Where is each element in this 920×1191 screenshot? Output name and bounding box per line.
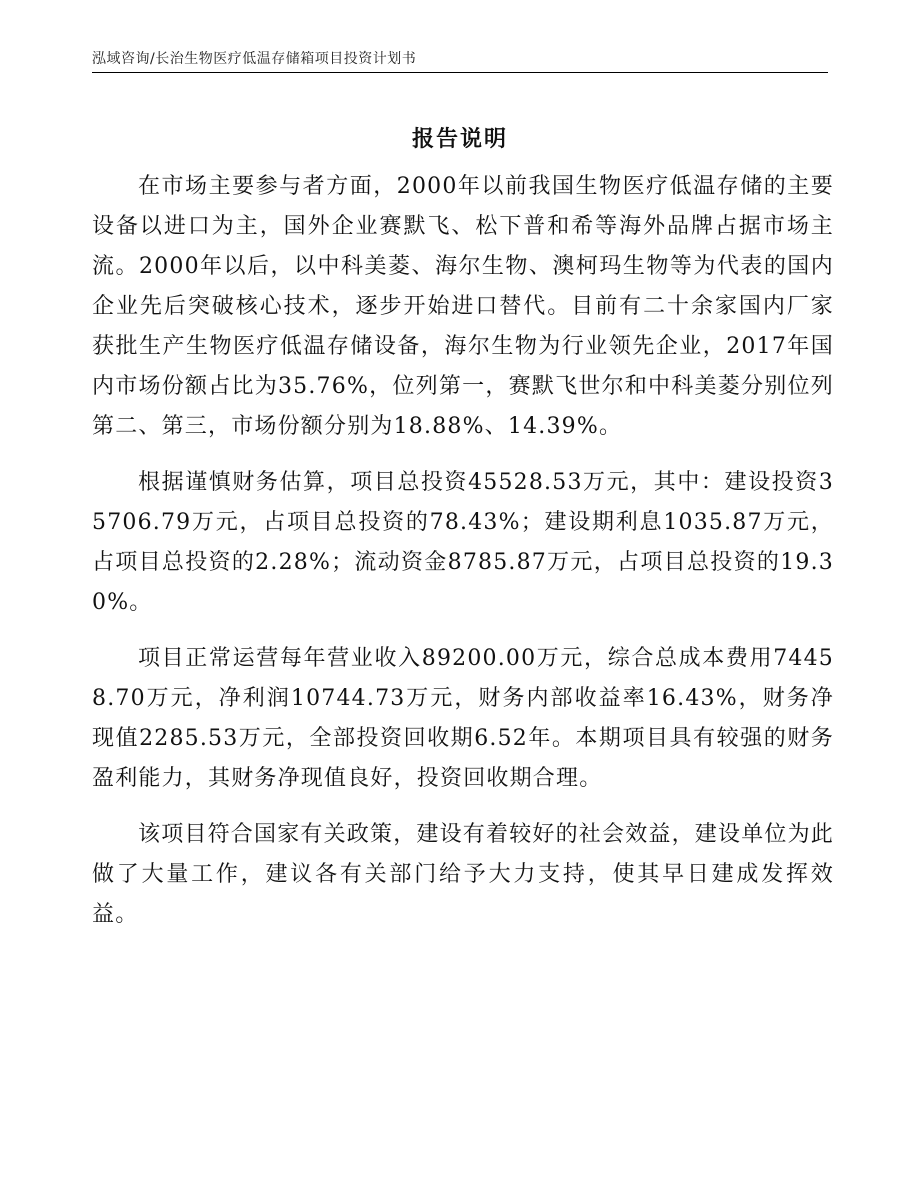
- paragraph-investment-estimate: 根据谨慎财务估算，项目总投资45528.53万元，其中：建设投资35706.79万元，占项目总投资的78.43%；建设期利息1035.87万元，占项目总投资的2.28%；流动资金8785.87万元，占项目总投资的19.30%。: [92, 470, 834, 615]
- paragraph-conclusion: 该项目符合国家有关政策，建设有着较好的社会效益，建设单位为此做了大量工作，建议各有关部门给予大力支持，使其早日建成发挥效益。: [92, 822, 835, 927]
- header-divider: [92, 72, 828, 73]
- report-body: [92, 167, 834, 951]
- paragraph-financial-returns: 项目正常运营每年营业收入89200.00万元，综合总成本费用74458.70万元，净利润10744.73万元，财务内部收益率16.43%，财务净现值2285.53万元，全部投资回收期6.52年。本期项目具有较强的财务盈利能力，其财务净现值良好，投资回收期合理。: [92, 646, 834, 791]
- running-header: 泓域咨询/长治生物医疗低温存储箱项目投资计划书: [92, 51, 417, 67]
- report-title: 报告说明: [411, 127, 508, 152]
- paragraph-market-participants: 在市场主要参与者方面，2000年以前我国生物医疗低温存储的主要设备以进口为主，国外企业赛默飞、松下普和希等海外品牌占据市场主流。2000年以后，以中科美菱、海尔生物、澳柯玛生物等为代表的国内企业先后突破核心技术，逐步开始进口替代。目前有二十余家国内厂家获批生产生物医疗低温存储设备，海尔生物为行业领先企业，2017年国内市场份额占比为35.76%，位列第一，赛默飞世尔和中科美菱分别位列第二、第三，市场份额分别为18.88%、14.39%。: [92, 174, 834, 439]
